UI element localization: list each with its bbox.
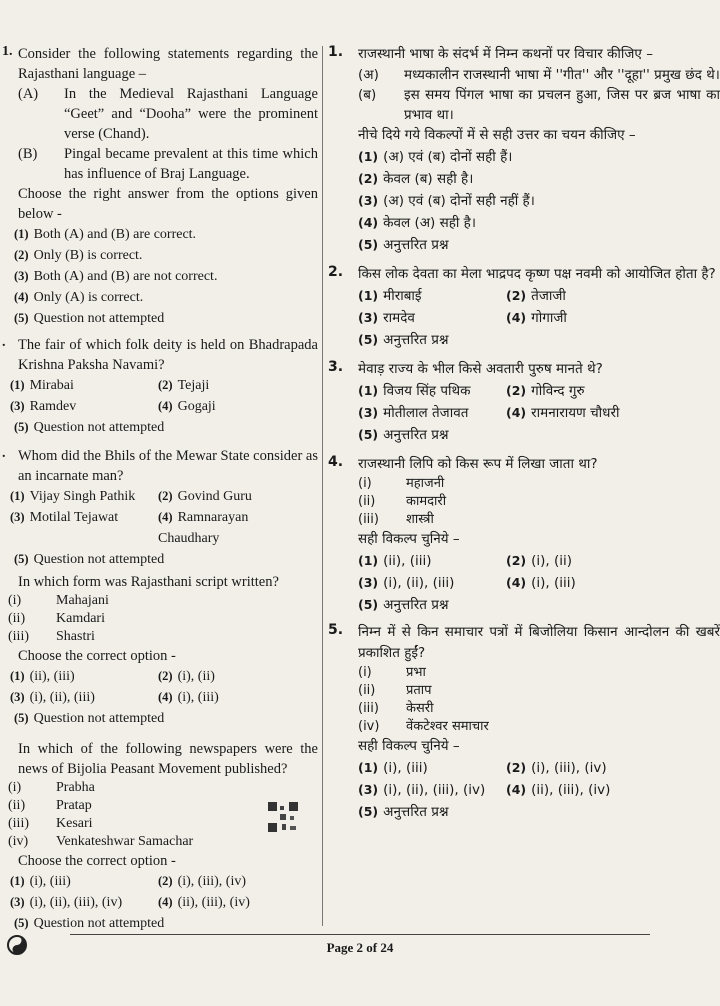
question-stem: किस लोक देवता का मेला भाद्रपद कृष्ण पक्ष नवमी को आयोजित होता है? <box>358 266 716 282</box>
statement-a <box>18 84 318 144</box>
option-2[interactable] <box>358 168 720 190</box>
item-text: Kamdari <box>56 611 105 626</box>
option-number: (5) <box>14 916 29 930</box>
option-1[interactable] <box>10 871 158 892</box>
item-ii <box>8 610 318 628</box>
option-number: (2) <box>158 378 173 392</box>
option-text: (i), (iii) <box>383 760 428 776</box>
option-number: (1) <box>358 553 379 568</box>
option-text: (i), (iii), (iv) <box>177 874 246 889</box>
option-number: (3) <box>358 575 379 590</box>
option-text: (i), (ii), (iii) <box>29 690 95 705</box>
option-text: अनुत्तरित प्रश्न <box>383 804 449 820</box>
option-text: मोतीलाल तेजावत <box>383 405 469 421</box>
question-stem: राजस्थानी लिपि को किस रूप में लिखा जाता था? <box>358 456 598 472</box>
option-number: (5) <box>358 597 379 612</box>
question-instruction: Choose the correct option - <box>18 648 176 664</box>
option-number: (3) <box>10 690 25 704</box>
option-4[interactable] <box>158 892 306 913</box>
statement-label: (अ) <box>358 67 379 83</box>
option-number: (2) <box>506 288 527 303</box>
option-text: केवल (ब) सही है। <box>383 171 474 187</box>
question-stem: The fair of which folk deity is held on Bhadrapada Krishna Paksha Navami? <box>18 337 318 373</box>
option-3[interactable] <box>358 779 506 801</box>
option-4[interactable] <box>506 307 654 329</box>
option-text: Vijay Singh Pathik <box>29 489 136 504</box>
option-4[interactable] <box>158 396 306 417</box>
item-label: (iii) <box>8 816 29 831</box>
option-number: (2) <box>506 553 527 568</box>
option-1[interactable] <box>358 550 506 572</box>
statement-label: (B) <box>18 146 38 162</box>
option-3[interactable] <box>10 396 158 417</box>
option-text: (i), (ii) <box>531 553 573 569</box>
option-number: (1) <box>358 760 379 775</box>
option-text: (i), (iii) <box>29 874 71 889</box>
option-number: (1) <box>14 227 29 241</box>
question-stem: राजस्थानी भाषा के संदर्भ में निम्न कथनों पर विचार कीजिए – <box>358 46 653 62</box>
question-5-en <box>0 739 318 934</box>
question-stem: निम्न में से किन समाचार पत्रों में बिजोलिया किसान आन्दोलन की खबरें प्रकाशित हुईं? <box>358 624 720 661</box>
option-text: (ii), (iii) <box>29 669 75 684</box>
option-text: Govind Guru <box>177 489 252 504</box>
option-number: (3) <box>10 895 25 909</box>
option-3[interactable] <box>358 572 506 594</box>
option-2[interactable] <box>158 486 306 507</box>
option-5[interactable] <box>358 801 720 823</box>
option-text: Both (A) and (B) are correct. <box>33 227 197 242</box>
question-instruction: सही विकल्प चुनिये – <box>358 531 460 547</box>
footer-rule <box>70 934 650 935</box>
option-number: (3) <box>358 782 379 797</box>
item-text: Prabha <box>56 780 95 795</box>
qr-code-icon <box>266 800 300 834</box>
option-text: अनुत्तरित प्रश्न <box>383 597 449 613</box>
item-label: (ii) <box>358 494 376 509</box>
item-text: कामदारी <box>406 494 447 509</box>
option-text: Only (B) is correct. <box>33 248 143 263</box>
item-iii <box>8 628 318 646</box>
option-text: विजय सिंह पथिक <box>383 383 471 399</box>
option-text: (i), (ii), (iii), (iv) <box>383 782 486 798</box>
option-text: अनुत्तरित प्रश्न <box>383 332 449 348</box>
option-row <box>10 892 318 913</box>
item-text: Mahajani <box>56 593 109 608</box>
option-number: (2) <box>14 248 29 262</box>
statement-text: मध्यकालीन राजस्थानी भाषा में ''गीत'' और ''दूहा'' प्रमुख छंद थे। <box>404 67 720 83</box>
item-iii <box>358 700 720 718</box>
option-number: (3) <box>10 510 25 524</box>
item-iv <box>8 833 318 851</box>
option-number: (5) <box>358 804 379 819</box>
statement-b <box>18 144 318 184</box>
question-4-hi <box>328 454 720 616</box>
option-4[interactable] <box>506 779 654 801</box>
option-number: (2) <box>158 489 173 503</box>
option-1[interactable] <box>358 757 506 779</box>
option-number: (3) <box>10 399 25 413</box>
item-label: (i) <box>8 780 22 795</box>
option-text: गोविन्द गुरु <box>531 383 585 399</box>
option-text: (i), (iii) <box>531 575 576 591</box>
item-i <box>358 664 720 682</box>
item-i <box>8 779 318 797</box>
option-text: रामनारायण चौधरी <box>531 405 620 421</box>
option-5[interactable] <box>14 708 318 729</box>
option-1[interactable] <box>10 666 158 687</box>
question-number: . <box>2 446 6 461</box>
option-number: (4) <box>358 215 379 230</box>
option-2[interactable] <box>506 550 654 572</box>
option-1[interactable] <box>10 486 158 507</box>
question-instruction: Choose the correct option - <box>18 853 176 869</box>
option-4[interactable] <box>506 402 654 424</box>
option-number: (4) <box>158 895 173 909</box>
option-5[interactable] <box>14 913 318 934</box>
statement-label: (A) <box>18 86 39 102</box>
item-label: (iv) <box>8 834 29 849</box>
option-text: (ii), (iii), (iv) <box>177 895 250 910</box>
option-5[interactable] <box>358 329 720 351</box>
item-ii <box>358 493 720 511</box>
option-2[interactable] <box>506 757 654 779</box>
option-row <box>358 572 720 594</box>
option-text: Both (A) and (B) are not correct. <box>33 269 218 284</box>
option-1[interactable] <box>358 285 506 307</box>
item-text: प्रभा <box>406 665 426 680</box>
option-4[interactable] <box>14 287 318 308</box>
statement-label: (ब) <box>358 87 377 103</box>
item-i <box>8 592 318 610</box>
option-text: Only (A) is correct. <box>33 290 144 305</box>
option-row <box>358 779 720 801</box>
option-number: (5) <box>14 711 29 725</box>
option-number: (4) <box>14 290 29 304</box>
option-row <box>358 380 720 402</box>
option-row <box>10 666 318 687</box>
option-row <box>358 757 720 779</box>
option-number: (1) <box>358 383 379 398</box>
option-5[interactable] <box>14 308 318 329</box>
column-divider <box>322 46 323 926</box>
option-row <box>358 402 720 424</box>
option-4[interactable] <box>158 687 306 708</box>
option-number: (5) <box>358 332 379 347</box>
option-1[interactable] <box>10 375 158 396</box>
item-text: Kesari <box>56 816 93 831</box>
option-number: (2) <box>358 171 379 186</box>
option-row <box>358 307 720 329</box>
option-3[interactable] <box>10 892 158 913</box>
option-3[interactable] <box>10 687 158 708</box>
question-5-hi <box>328 622 720 823</box>
option-5[interactable] <box>14 549 318 570</box>
option-text: (ii), (iii) <box>383 553 432 569</box>
question-4-en <box>0 572 318 729</box>
item-label: (i) <box>8 593 22 608</box>
option-1[interactable] <box>358 146 720 168</box>
option-number: (4) <box>506 310 527 325</box>
option-number: (3) <box>14 269 29 283</box>
option-text: Ramnarayan Chaudhary <box>158 510 249 546</box>
option-text: Gogaji <box>177 399 216 414</box>
option-number: (5) <box>14 311 29 325</box>
item-label: (iii) <box>358 512 379 527</box>
option-text: (i), (iii) <box>177 690 219 705</box>
option-3[interactable] <box>10 507 158 549</box>
question-1-hi <box>328 44 720 256</box>
statement-text: Pingal became prevalent at this time which has influence of Braj Language. <box>64 146 318 182</box>
option-2[interactable] <box>158 666 306 687</box>
option-number: (4) <box>158 510 173 524</box>
option-number: (5) <box>14 552 29 566</box>
option-3[interactable] <box>358 307 506 329</box>
option-number: (1) <box>10 669 25 683</box>
option-number: (3) <box>358 310 379 325</box>
option-text: Tejaji <box>177 378 210 393</box>
option-text: Ramdev <box>29 399 77 414</box>
item-text: Shastri <box>56 629 95 644</box>
option-number: (4) <box>506 782 527 797</box>
option-text: (i), (iii), (iv) <box>531 760 607 776</box>
option-text: (i), (ii), (iii), (iv) <box>29 895 123 910</box>
option-row <box>10 871 318 892</box>
item-label: (i) <box>358 476 372 491</box>
option-text: तेजाजी <box>531 288 566 304</box>
option-4[interactable] <box>506 572 654 594</box>
item-ii <box>358 682 720 700</box>
option-3[interactable] <box>358 190 720 212</box>
option-number: (4) <box>158 690 173 704</box>
question-stem: Whom did the Bhils of the Mewar State consider as an incarnate man? <box>18 448 319 484</box>
option-text: अनुत्तरित प्रश्न <box>383 237 449 253</box>
option-5[interactable] <box>14 417 318 438</box>
statement-a <box>358 65 720 85</box>
option-2[interactable] <box>158 375 306 396</box>
option-text: Question not attempted <box>33 916 165 931</box>
item-iv <box>358 718 720 736</box>
question-instruction: सही विकल्प चुनिये – <box>358 738 460 754</box>
option-number: (1) <box>10 489 25 503</box>
item-text: केसरी <box>406 701 434 716</box>
option-row <box>10 486 318 507</box>
option-text: Question not attempted <box>33 552 165 567</box>
option-1[interactable] <box>14 224 318 245</box>
option-text: Question not attempted <box>33 711 165 726</box>
item-i <box>358 475 720 493</box>
hindi-column <box>328 44 720 823</box>
option-text: अनुत्तरित प्रश्न <box>383 427 449 443</box>
item-label: (ii) <box>8 798 26 813</box>
question-stem: मेवाड़ राज्य के भील किसे अवतारी पुरुष मानते थे? <box>358 361 603 377</box>
option-number: (4) <box>158 399 173 413</box>
question-number: 1. <box>328 44 344 60</box>
option-text: Motilal Tejawat <box>29 510 119 525</box>
option-text: (i), (ii), (iii) <box>383 575 455 591</box>
option-row <box>358 285 720 307</box>
item-label: (i) <box>358 665 372 680</box>
item-text: प्रताप <box>406 683 432 698</box>
option-text: मीराबाई <box>383 288 422 304</box>
option-2[interactable] <box>158 871 306 892</box>
item-text: Pratap <box>56 798 92 813</box>
option-text: Question not attempted <box>33 420 165 435</box>
option-5[interactable] <box>358 234 720 256</box>
option-number: (4) <box>506 405 527 420</box>
question-number: 1. <box>2 44 13 59</box>
question-3-en <box>0 446 318 570</box>
option-row <box>10 687 318 708</box>
option-text: केवल (अ) सही है। <box>383 215 476 231</box>
option-number: (5) <box>358 237 379 252</box>
page-number: Page 2 of 24 <box>326 940 394 955</box>
option-text: (ii), (iii), (iv) <box>531 782 611 798</box>
item-text: Venkateshwar Samachar <box>56 834 194 849</box>
option-row <box>10 375 318 396</box>
question-instruction: नीचे दिये गये विकल्पों में से सही उत्तर का चयन कीजिए – <box>358 127 636 143</box>
item-label: (iii) <box>358 701 379 716</box>
option-2[interactable] <box>506 285 654 307</box>
option-text: (अ) एवं (ब) दोनों सही हैं। <box>383 149 513 165</box>
question-stem: In which of the following newspapers were the news of Bijolia Peasant Movement published? <box>18 741 318 777</box>
item-label: (ii) <box>358 683 376 698</box>
option-number: (1) <box>10 378 25 392</box>
question-number: 3. <box>328 359 344 375</box>
option-number: (2) <box>506 760 527 775</box>
question-1-en <box>0 44 318 329</box>
item-text: वेंकटेश्वर समाचार <box>406 719 489 734</box>
option-number: (1) <box>358 288 379 303</box>
option-1[interactable] <box>358 380 506 402</box>
option-number: (2) <box>158 874 173 888</box>
option-number: (1) <box>10 874 25 888</box>
item-label: (iii) <box>8 629 29 644</box>
option-text: गोगाजी <box>531 310 567 326</box>
question-number: . <box>2 335 6 350</box>
option-2[interactable] <box>14 245 318 266</box>
option-text: Question not attempted <box>33 311 165 326</box>
option-number: (4) <box>506 575 527 590</box>
item-text: महाजनी <box>406 476 445 491</box>
question-stem: Consider the following statements regarding the Rajasthani language – <box>18 46 318 82</box>
item-label: (ii) <box>8 611 26 626</box>
question-2-hi <box>328 264 720 351</box>
item-text: शास्त्री <box>406 512 434 527</box>
option-text: (i), (ii) <box>177 669 215 684</box>
option-3[interactable] <box>14 266 318 287</box>
option-4[interactable] <box>358 212 720 234</box>
question-number: 5. <box>328 622 344 638</box>
statement-text: In the Medieval Rajasthani Language “Geet” and “Dooha” were the prominent verse (Chand). <box>64 86 318 142</box>
option-4[interactable] <box>158 507 306 549</box>
option-5[interactable] <box>358 424 720 446</box>
item-iii <box>358 511 720 529</box>
statement-b <box>358 85 720 125</box>
question-stem: In which form was Rajasthani script written? <box>18 574 279 590</box>
option-number: (2) <box>506 383 527 398</box>
option-number: (3) <box>358 405 379 420</box>
option-5[interactable] <box>358 594 720 616</box>
question-2-en <box>0 335 318 438</box>
question-number: 4. <box>328 454 344 470</box>
question-3-hi <box>328 359 720 446</box>
option-3[interactable] <box>358 402 506 424</box>
statement-text: इस समय पिंगल भाषा का प्रचलन हुआ, जिस पर ब्रज भाषा का प्रभाव था। <box>404 87 720 123</box>
option-text: (अ) एवं (ब) दोनों सही नहीं हैं। <box>383 193 535 209</box>
option-text: रामदेव <box>383 310 415 326</box>
item-label: (iv) <box>358 719 380 734</box>
option-text: Mirabai <box>29 378 74 393</box>
question-instruction: Choose the right answer from the options given below - <box>18 186 318 222</box>
option-number: (1) <box>358 149 379 164</box>
option-row <box>358 550 720 572</box>
option-row <box>10 396 318 417</box>
option-number: (5) <box>14 420 29 434</box>
option-row <box>10 507 318 549</box>
option-2[interactable] <box>506 380 654 402</box>
question-number: 2. <box>328 264 344 280</box>
option-number: (2) <box>158 669 173 683</box>
option-number: (5) <box>358 427 379 442</box>
option-number: (3) <box>358 193 379 208</box>
